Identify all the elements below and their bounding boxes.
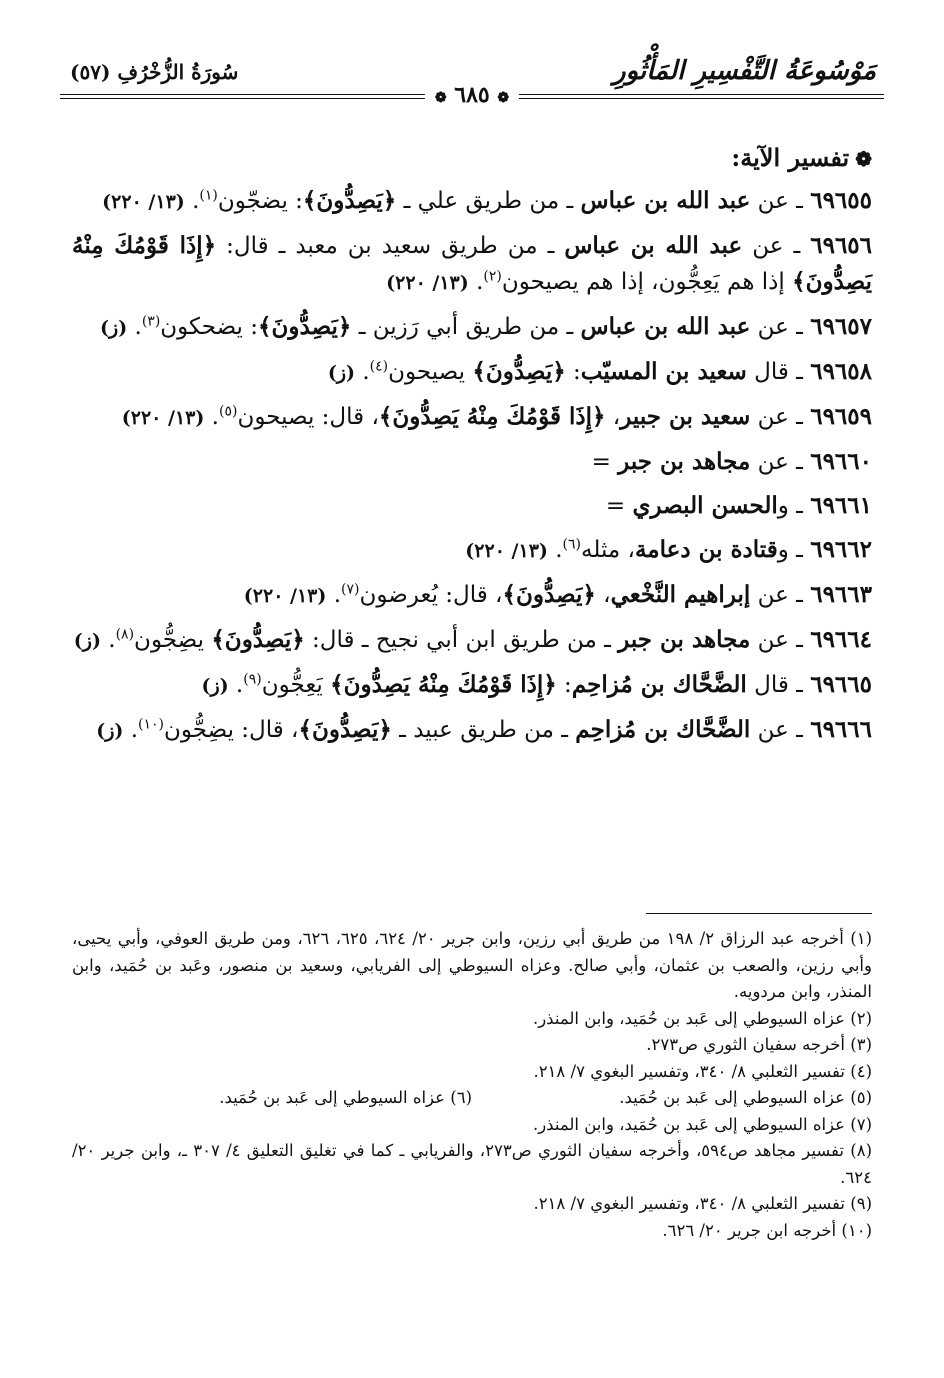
entry-text: . — [184, 188, 200, 214]
entry-text: . — [127, 314, 142, 340]
narration-entry — [72, 532, 872, 569]
running-header — [60, 48, 884, 120]
entry-text: : — [565, 359, 581, 385]
entry-text: . — [326, 582, 342, 608]
volume-reference: (١٣/ ٢٢٠) — [243, 585, 327, 607]
narration-entry — [72, 183, 872, 220]
footnote-7: (٧) عزاه السيوطي إلى عَبد بن حُمَيد، وابن المنذر. — [532, 1114, 872, 1134]
footnote-marker: (٤) — [369, 358, 389, 375]
quran-quote: ﴿يَصِدُّونَ﴾ — [472, 358, 566, 385]
narration-number: ٦٩٦٥٨ — [810, 358, 872, 385]
narration-entry — [72, 354, 872, 391]
entry-text: ـ من طريق سعيد بن معبد ـ قال: — [216, 233, 565, 259]
narration-entry — [72, 399, 872, 436]
quran-quote: ﴿إِذَا قَوْمُكَ مِنْهُ يَصِدُّونَ﴾ — [72, 232, 872, 295]
entry-text: ، قال: يصيحون — [237, 404, 379, 430]
footnote-marker: (٥) — [219, 403, 238, 420]
flower-ornament-icon: ❁ — [855, 147, 872, 171]
main-text — [72, 140, 872, 757]
entry-text: = — [605, 493, 633, 519]
section-title — [72, 140, 872, 177]
book-title: مَوْسُوعَةُ التَّفْسِيرِ المَأْثُورِ — [613, 56, 876, 86]
entry-text: ـ و — [777, 537, 803, 563]
entry-text: ـ قال — [746, 359, 803, 385]
page-number-box — [425, 82, 519, 108]
entry-text: يضِجُّون — [134, 627, 212, 653]
entry-text: يَعِجُّون — [261, 672, 331, 698]
narrator-name: الضَّحَّاك بن مُزاحِم — [575, 716, 751, 743]
volume-reference: (١٣/ ٢٢٠) — [102, 191, 185, 213]
footnote-marker: (٨) — [115, 626, 135, 643]
entry-text: ـ من طريق ابن أبي نجيح ـ قال: — [304, 627, 619, 653]
narration-number: ٦٩٦٥٥ — [810, 187, 872, 214]
narrator-name: عبد الله بن عباس — [580, 313, 751, 340]
entry-text: . — [100, 627, 116, 653]
volume-reference: (ز) — [100, 317, 128, 339]
narrator-name: إبراهيم النَّخْعي — [610, 581, 751, 608]
entry-text: ـ عن — [750, 314, 803, 340]
entry-text: ـ من طريق أبي رَزين ـ — [351, 314, 581, 340]
narration-number: ٦٩٦٦١ — [810, 492, 872, 519]
footnote-2: (٢) عزاه السيوطي إلى عَبد بن حُمَيد، وابن المنذر. — [532, 1008, 872, 1028]
footnotes — [72, 926, 872, 1244]
volume-reference: (١٣/ ٢٢٠) — [121, 407, 205, 429]
entry-text: . — [123, 717, 139, 743]
entry-text: ـ و — [777, 493, 803, 519]
entry-text: يصيحون — [388, 359, 473, 385]
narration-number: ٦٩٦٦٣ — [810, 581, 872, 608]
ornament-icon: ❁ — [434, 90, 447, 106]
narration-number: ٦٩٦٥٦ — [810, 232, 873, 259]
footnote-3: (٣) أخرجه سفيان الثوري ص٢٧٣. — [646, 1035, 872, 1054]
entry-text: ، قال: يُعرضون — [359, 582, 503, 608]
narration-number: ٦٩٦٦٥ — [810, 671, 872, 698]
volume-reference: (١٣/ ٢٢٠) — [386, 272, 469, 294]
volume-reference: (ز) — [327, 362, 356, 384]
quran-quote: ﴿يَصِدُّونَ﴾ — [211, 626, 305, 653]
volume-reference: (ز) — [96, 720, 124, 742]
narration-entry — [72, 622, 872, 659]
narration-entry — [72, 444, 872, 480]
footnote-9: (٩) تفسير الثعلبي ٨/ ٣٤٠، وتفسير البغوي ٧/ ٢١٨. — [533, 1194, 872, 1213]
narration-number: ٦٩٦٥٩ — [810, 403, 872, 430]
narrator-name: عبد الله بن عباس — [580, 187, 751, 214]
narrator-name: سعيد بن المسيّب — [580, 358, 747, 385]
narration-number: ٦٩٦٦٦ — [810, 716, 872, 743]
entry-text: ، — [595, 582, 611, 608]
quran-quote: ﴿يَصِدُّونَ﴾ — [298, 716, 392, 743]
footnote-marker: (١٠) — [138, 716, 164, 733]
entry-text: ـ من طريق عبيد ـ — [391, 717, 576, 743]
entry-text: ـ عن — [750, 627, 803, 653]
ornament-icon: ❁ — [497, 90, 510, 106]
volume-reference: (ز) — [73, 630, 101, 652]
footnote-10: (١٠) أخرجه ابن جرير ٢٠/ ٦٢٦. — [662, 1220, 872, 1240]
entry-text: ـ عن — [750, 404, 803, 430]
footnote-marker: (٧) — [341, 581, 360, 598]
narrator-name: الحسن البصري — [632, 492, 778, 519]
entry-text: : — [556, 672, 572, 698]
footnote-4: (٤) تفسير الثعلبي ٨/ ٣٤٠، وتفسير البغوي ٧/ ٢١٨. — [533, 1061, 872, 1081]
narrator-name: الضَّحَّاك بن مُزاحِم — [571, 671, 747, 698]
surah-label: سُورَةُ الزُّخْرُفِ (٥٧) — [70, 60, 239, 84]
footnote-5: (٥) عزاه السيوطي إلى عَبد بن حُمَيد. — [619, 1088, 872, 1107]
narrator-name: مجاهد بن جبر — [618, 626, 751, 653]
narration-entry — [72, 309, 872, 346]
quran-quote: ﴿إِذَا قَوْمُكَ مِنْهُ يَصِدُّونَ﴾ — [330, 671, 557, 698]
narration-entry — [72, 667, 872, 704]
entry-text: ـ عن — [750, 582, 803, 608]
entry-text: ـ عن — [750, 188, 803, 214]
entry-text: ـ من طريق علي ـ — [396, 188, 581, 214]
narrator-name: قتادة بن دعامة — [634, 536, 778, 563]
entry-text: ، مثله — [581, 537, 635, 563]
volume-reference: (ز) — [201, 675, 229, 697]
footnote-marker: (١) — [199, 187, 218, 204]
entry-text: ، قال: يضِجُّون — [164, 717, 299, 743]
entry-text: = — [591, 449, 619, 475]
footnote-marker: (٢) — [483, 268, 502, 285]
quran-quote: ﴿إِذَا قَوْمُكَ مِنْهُ يَصِدُّونَ﴾ — [378, 403, 606, 430]
footnote-8: (٨) تفسير مجاهد ص٥٩٤، وأخرجه سفيان الثوري ص٢٧٣، والفريابي ـ كما في تغليق التعليق ٤/ ٣٠٧ ـ، وابن جرير ٢٠/ ٦٢٤. — [72, 1141, 872, 1187]
entry-text: . — [468, 269, 484, 295]
quran-quote: ﴿يَصِدُّونَ﴾ — [502, 581, 596, 608]
narration-entry — [72, 488, 872, 524]
entry-text: إذا هم يَعِجُّون، إذا هم يصيحون — [501, 269, 793, 295]
entry-text: ـ عن — [750, 717, 803, 743]
entry-text: ـ عن — [742, 233, 801, 259]
narration-number: ٦٩٦٦٢ — [810, 536, 872, 563]
section-title-text: تفسير الآية: — [731, 143, 850, 172]
entry-text: : يضجّون — [217, 188, 303, 214]
narrator-name: عبد الله بن عباس — [564, 232, 743, 259]
narration-entry — [72, 712, 872, 749]
quran-quote: ﴿يَصِدُّونَ﴾ — [258, 313, 352, 340]
narration-entry — [72, 228, 872, 301]
entry-text: . — [204, 404, 219, 430]
footnote-1: (١) أخرجه عبد الرزاق ٢/ ١٩٨ من طريق أبي رزين، وابن جرير ٢٠/ ٦٢٤، ٦٢٥، ٦٢٦، ومن طريق العوفي، وأبي يحيى، وأبي رزين، والصعب بن عثمان، وأبي صالح. وعزاه السيوطي إلى الفريابي، وسعيد بن منصور، وعَبد بن حُمَيد، وابن المنذر، وابن مردويه. — [72, 929, 872, 1001]
narration-number: ٦٩٦٦٠ — [810, 448, 872, 475]
entry-text: ـ قال — [746, 672, 803, 698]
entry-text: : يضحكون — [160, 314, 259, 340]
narration-number: ٦٩٦٥٧ — [810, 313, 872, 340]
quran-quote: ﴿يَصِدُّونَ﴾ — [302, 187, 397, 214]
footnote-marker: (٣) — [141, 313, 161, 330]
volume-reference: (١٣/ ٢٢٠) — [465, 540, 548, 562]
entry-text: . — [228, 672, 244, 698]
footnote-marker: (٩) — [243, 671, 262, 688]
footnote-marker: (٦) — [562, 536, 581, 553]
footnote-6: (٦) عزاه السيوطي إلى عَبد بن حُمَيد. — [219, 1088, 472, 1107]
entry-text: ، — [605, 404, 621, 430]
footnote-separator — [646, 913, 872, 914]
page-number: ٦٨٥ — [454, 82, 490, 108]
narration-number: ٦٩٦٦٤ — [810, 626, 872, 653]
entry-text: . — [547, 537, 563, 563]
narrator-name: سعيد بن جبير — [620, 403, 751, 430]
narration-entry — [72, 577, 872, 614]
footnote-row-5-6 — [72, 1085, 872, 1112]
narrator-name: مجاهد بن جبر — [618, 448, 751, 475]
entry-text: . — [355, 359, 370, 385]
entry-text: ـ عن — [750, 449, 803, 475]
